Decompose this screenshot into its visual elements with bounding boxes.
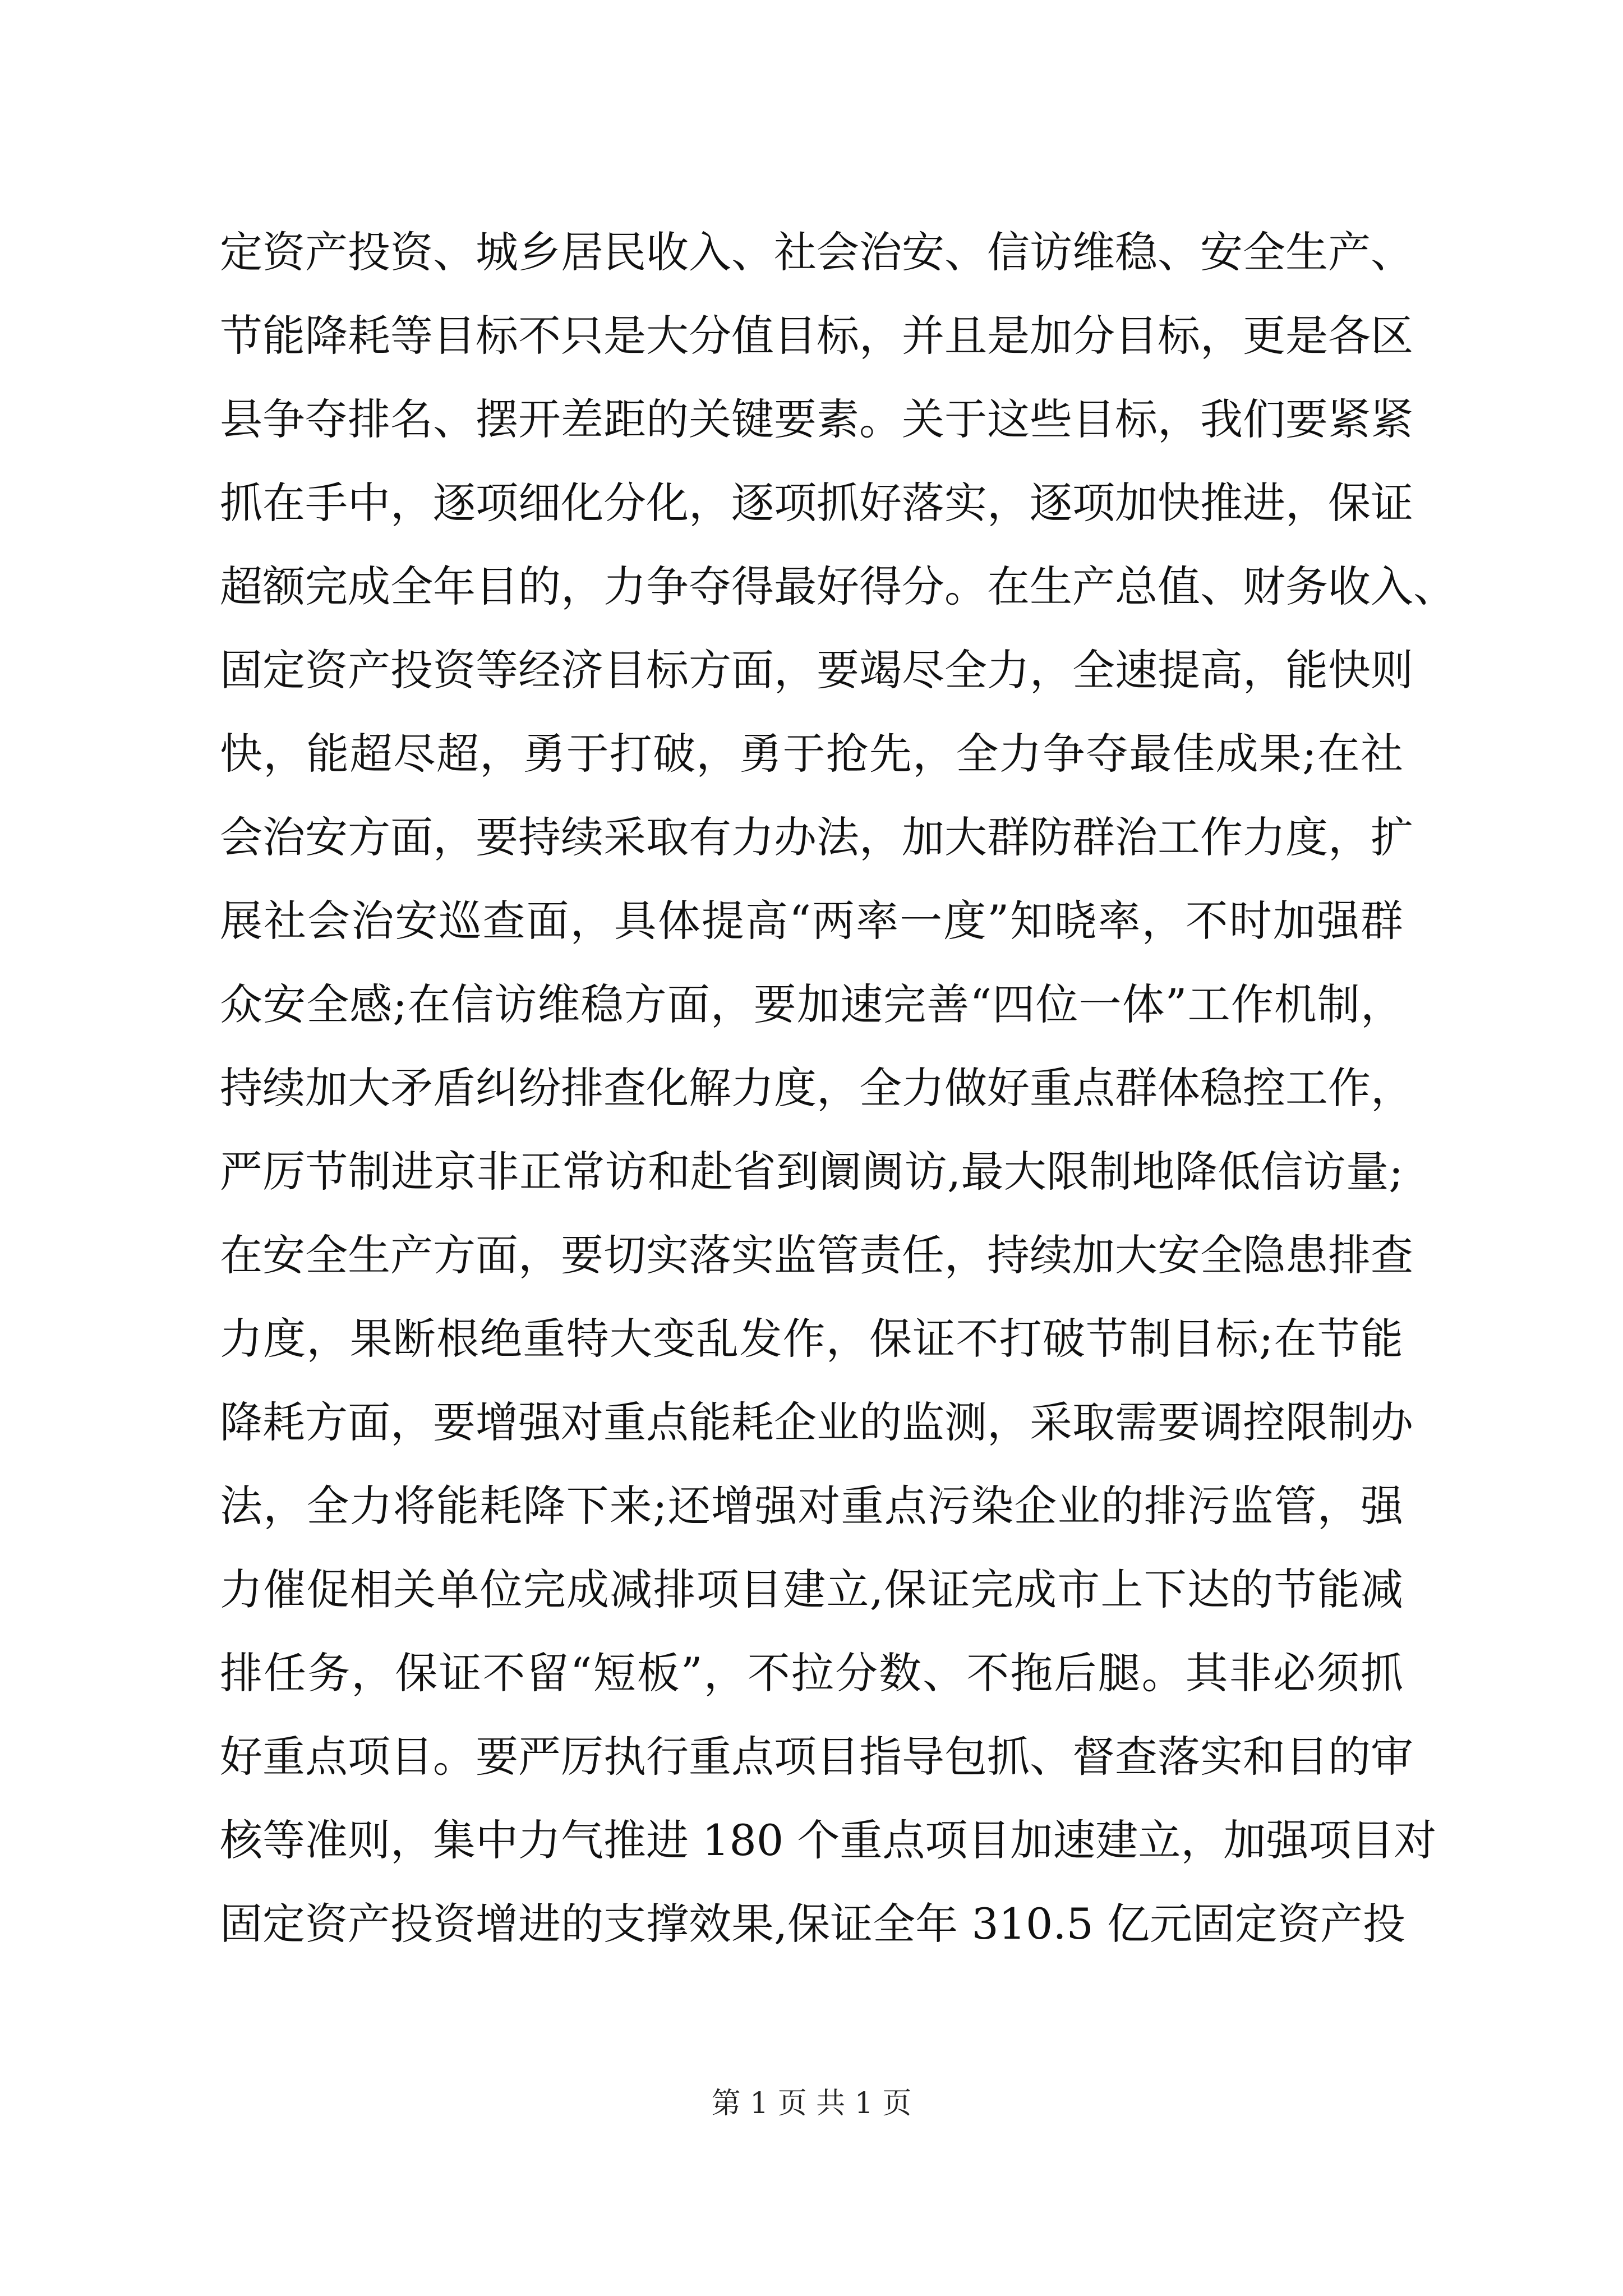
text-line: 排任务，保证不留“短板”，不拉分数、不拖后腿。其非必须抓 (220, 1648, 1403, 1698)
page-number-label: 第 1 页 共 1 页 (711, 2087, 912, 2120)
body-text (220, 210, 1456, 1966)
text-line: 节能降耗等目标不只是大分值目标，并且是加分目标，更是各区 (220, 311, 1413, 361)
text-line: 在安全生产方面，要切实落实监管责任，持续加大安全隐患排查 (220, 1230, 1413, 1280)
text-line: 展社会治安巡查面，具体提高“两率一度”知晓率，不时加强群 (220, 896, 1403, 946)
text-line: 核等准则，集中力气推进 180 个重点项目加速建立，加强项目对 (220, 1815, 1437, 1865)
text-line: 固定资产投资等经济目标方面，要竭尽全力，全速提高，能快则 (220, 645, 1413, 695)
text-line: 抓在手中，逐项细化分化，逐项抓好落实，逐项加快推进，保证 (220, 478, 1413, 528)
text-line: 快，能超尽超，勇于打破，勇于抢先，全力争夺最佳成果;在社 (220, 729, 1403, 779)
text-line: 好重点项目。要严厉执行重点项目指导包抓、督查落实和目的审 (220, 1732, 1413, 1782)
text-line: 严厉节制进京非正常访和赴省到阛阓访,最大限制地降低信访量; (220, 1147, 1403, 1197)
text-line: 众安全感;在信访维稳方面，要加速完善“四位一体”工作机制， (220, 979, 1403, 1029)
text-line: 法，全力将能耗降下来;还增强对重点污染企业的排污监管，强 (220, 1481, 1403, 1531)
text-line: 力催促相关单位完成减排项目建立,保证完成市上下达的节能减 (220, 1565, 1403, 1614)
text-line: 持续加大矛盾纠纷排查化解力度，全力做好重点群体稳控工作， (220, 1063, 1413, 1113)
text-line: 降耗方面，要增强对重点能耗企业的监测，采取需要调控限制办 (220, 1397, 1413, 1447)
page-footer (0, 2084, 1623, 2123)
text-line: 力度，果断根绝重特大变乱发作，保证不打破节制目标;在节能 (220, 1314, 1403, 1364)
text-line: 会治安方面，要持续采取有力办法，加大群防群治工作力度，扩 (220, 812, 1413, 862)
text-line: 县争夺排名、摆开差距的关键要素。关于这些目标，我们要紧紧 (220, 394, 1413, 444)
text-line: 超额完成全年目的，力争夺得最好得分。在生产总值、财务收入、 (220, 562, 1456, 611)
text-line: 定资产投资、城乡居民收入、社会治安、信访维稳、安全生产、 (220, 227, 1413, 277)
text-line: 固定资产投资增进的支撑效果,保证全年 310.5 亿元固定资产投 (220, 1899, 1406, 1949)
